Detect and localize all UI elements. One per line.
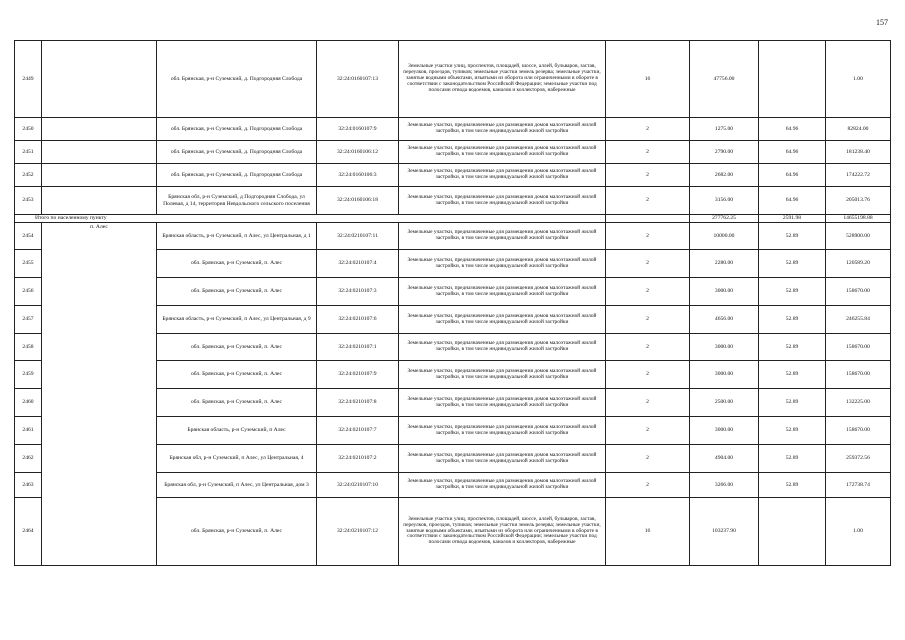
row-number: 2461	[15, 417, 42, 445]
address-cell: обл. Брянская, р-н Суземский, п. Алес	[157, 498, 317, 566]
cadastral-number-cell: 32:24:0210107:1	[317, 334, 399, 361]
cadastral-value-cell: 132225.00	[826, 389, 891, 417]
cadastral-number-cell: 32:24:0160106:3	[317, 164, 399, 187]
land-use-type-cell: Земельные участки улиц, проспектов, площадей, шоссе, аллей, бульваров, застав, переулков, проездов, тупиков; земельные участки земель резерва; земельные участки, занятые водными объектами, изъятыми из оборота или ограниченными в обороте в соответствии с законодательством Российской Федерации; земельные участки под полосами отвода водоемов, каналов и коллекторов, набережные	[399, 41, 606, 118]
cadastral-number-cell: 32:24:0210107:10	[317, 473, 399, 498]
group-cell: 2	[606, 223, 690, 250]
area-cell: 2500.00	[690, 389, 759, 417]
land-use-type-cell: Земельные участки, предназначенные для размещения домов малоэтажной жилой застройки, в том числе индивидуальной жилой застройки	[399, 473, 606, 498]
group-cell: 2	[606, 164, 690, 187]
row-number: 2451	[15, 141, 42, 164]
rate-cell: 52.89	[759, 306, 826, 334]
table-row	[15, 187, 891, 215]
table-row	[15, 164, 891, 187]
rate-cell: 52.89	[759, 417, 826, 445]
rate-cell: 52.89	[759, 445, 826, 473]
cadastral-value-cell: 172738.74	[826, 473, 891, 498]
area-cell: 2790.00	[690, 141, 759, 164]
address-cell: обл. Брянская, р-н Суземский, п. Алес	[157, 334, 317, 361]
rate-cell: 52.89	[759, 223, 826, 250]
cadastral-number-cell: 32:24:0210107:2	[317, 445, 399, 473]
address-cell: Брянская область, р-н Суземский, п Алес, ул Центральная, д 1	[157, 223, 317, 250]
row-number: 2459	[15, 361, 42, 389]
land-use-type-cell: Земельные участки, предназначенные для размещения домов малоэтажной жилой застройки, в том числе индивидуальной жилой застройки	[399, 250, 606, 278]
cadastral-value-cell: 174222.72	[826, 164, 891, 187]
rate-cell: 64.96	[759, 187, 826, 215]
group-cell: 16	[606, 41, 690, 118]
cadastral-value-cell: 528900.00	[826, 223, 891, 250]
settlement-cell	[42, 118, 157, 141]
area-cell: 10000.00	[690, 223, 759, 250]
area-cell: 2682.00	[690, 164, 759, 187]
group-cell: 2	[606, 187, 690, 215]
area-cell: 3000.00	[690, 417, 759, 445]
area-cell: 3000.00	[690, 334, 759, 361]
land-use-type-cell: Земельные участки, предназначенные для размещения домов малоэтажной жилой застройки, в том числе индивидуальной жилой застройки	[399, 164, 606, 187]
address-cell: обл. Брянская, р-н Суземский, д. Подгородняя Слобода	[157, 164, 317, 187]
address-cell: обл. Брянская, р-н Суземский, п. Алес	[157, 250, 317, 278]
cadastral-value-cell: 120589.20	[826, 250, 891, 278]
row-number: 2450	[15, 118, 42, 141]
cadastral-number-cell: 32:24:0160106:12	[317, 141, 399, 164]
land-use-type-cell: Земельные участки, предназначенные для размещения домов малоэтажной жилой застройки, в том числе индивидуальной жилой застройки	[399, 223, 606, 250]
settlement-total-row	[15, 215, 891, 223]
rate-cell: 64.96	[759, 118, 826, 141]
rate-cell: 64.96	[759, 141, 826, 164]
cadastral-number-cell: 32:24:0210107:3	[317, 278, 399, 306]
cadastral-value-cell: 181238.40	[826, 141, 891, 164]
cadastral-number-cell: 32:24:0160106:18	[317, 187, 399, 215]
group-cell: 2	[606, 250, 690, 278]
group-cell: 2	[606, 361, 690, 389]
address-cell: Брянская обл, р-н Суземский, п Алес, ул Центральная, дом 3	[157, 473, 317, 498]
rate-cell: 52.89	[759, 334, 826, 361]
area-cell: 47756.00	[690, 41, 759, 118]
area-cell: 3000.00	[690, 361, 759, 389]
row-number: 2453	[15, 187, 42, 215]
cadastral-value-cell: 259372.56	[826, 445, 891, 473]
cadastral-value-cell: 158670.00	[826, 361, 891, 389]
cadastral-number-cell: 32:24:0160107:9	[317, 118, 399, 141]
address-cell: обл. Брянская, р-н Суземский, д. Подгородняя Слобода	[157, 41, 317, 118]
row-number: 2458	[15, 334, 42, 361]
cadastral-number-cell: 32:24:0210107:4	[317, 250, 399, 278]
table-row	[15, 223, 891, 250]
cadastral-number-cell: 32:24:0210107:6	[317, 306, 399, 334]
group-cell: 2	[606, 389, 690, 417]
cadastral-value-cell: 158670.00	[826, 334, 891, 361]
rate-cell: 52.89	[759, 278, 826, 306]
cadastral-value-cell: 158670.00	[826, 417, 891, 445]
group-cell: 2	[606, 118, 690, 141]
page-number: 157	[876, 18, 888, 27]
table-row	[15, 41, 891, 118]
address-cell: Брянская обл, р-н Суземский, п Алес, ул Центральная, 4	[157, 445, 317, 473]
land-use-type-cell: Земельные участки, предназначенные для размещения домов малоэтажной жилой застройки, в том числе индивидуальной жилой застройки	[399, 306, 606, 334]
total-area: 277762.25	[690, 215, 759, 223]
address-cell: Брянская область, р-н Суземский, п Алес, ул Центральная, д 9	[157, 306, 317, 334]
address-cell: обл. Брянская, р-н Суземский, п. Алес	[157, 278, 317, 306]
rate-cell: 52.89	[759, 361, 826, 389]
row-number: 2460	[15, 389, 42, 417]
row-number: 2457	[15, 306, 42, 334]
cadastral-number-cell: 32:24:0160107:13	[317, 41, 399, 118]
total-rate: 2591.98	[759, 215, 826, 223]
area-cell: 3000.00	[690, 278, 759, 306]
row-number: 2456	[15, 278, 42, 306]
land-use-type-cell: Земельные участки, предназначенные для размещения домов малоэтажной жилой застройки, в том числе индивидуальной жилой застройки	[399, 118, 606, 141]
cadastral-number-cell: 32:24:0210107:8	[317, 389, 399, 417]
row-number: 2452	[15, 164, 42, 187]
row-number: 2455	[15, 250, 42, 278]
row-number: 2462	[15, 445, 42, 473]
address-cell: обл. Брянская, р-н Суземский, п. Алес	[157, 361, 317, 389]
land-use-type-cell: Земельные участки, предназначенные для размещения домов малоэтажной жилой застройки, в том числе индивидуальной жилой застройки	[399, 278, 606, 306]
address-cell: Брянская обл, р-н Суземский, д Подгородняя Слобода, ул Полевая, д 14, территория Невдольского сельского поселения	[157, 187, 317, 215]
cadastral-number-cell: 32:24:0210107:9	[317, 361, 399, 389]
cadastral-number-cell: 32:24:0210107:11	[317, 223, 399, 250]
settlement-cell	[42, 187, 157, 215]
table-row	[15, 118, 891, 141]
group-cell: 16	[606, 498, 690, 566]
land-use-type-cell: Земельные участки, предназначенные для размещения домов малоэтажной жилой застройки, в том числе индивидуальной жилой застройки	[399, 417, 606, 445]
area-cell: 4656.00	[690, 306, 759, 334]
area-cell: 4904.00	[690, 445, 759, 473]
cadastral-value-cell: 1.00	[826, 41, 891, 118]
row-number: 2454	[15, 223, 42, 250]
land-use-type-cell: Земельные участки улиц, проспектов, площадей, шоссе, аллей, бульваров, застав, переулков, проездов, тупиков; земельные участки земель резерва; земельные участки, занятые водными объектами, изъятыми из оборота или ограниченными в обороте в соответствии с законодательством Российской Федерации; земельные участки под полосами отвода водоемов, каналов и коллекторов, набережные	[399, 498, 606, 566]
rate-cell: 64.96	[759, 164, 826, 187]
group-cell: 2	[606, 278, 690, 306]
cadastral-number-cell: 32:24:0210107:12	[317, 498, 399, 566]
cadastral-value-cell: 205013.76	[826, 187, 891, 215]
land-use-type-cell: Земельные участки, предназначенные для размещения домов малоэтажной жилой застройки, в том числе индивидуальной жилой застройки	[399, 445, 606, 473]
area-cell: 103237.90	[690, 498, 759, 566]
rate-cell: 52.89	[759, 473, 826, 498]
row-number: 2449	[15, 41, 42, 118]
area-cell: 3156.00	[690, 187, 759, 215]
land-use-type-cell: Земельные участки, предназначенные для размещения домов малоэтажной жилой застройки, в том числе индивидуальной жилой застройки	[399, 361, 606, 389]
address-cell: обл. Брянская, р-н Суземский, п. Алес	[157, 389, 317, 417]
rate-cell	[759, 41, 826, 118]
address-cell: обл. Брянская, р-н Суземский, д. Подгородняя Слобода	[157, 118, 317, 141]
rate-cell: 52.89	[759, 250, 826, 278]
address-cell: обл. Брянская, р-н Суземский, д. Подгородняя Слобода	[157, 141, 317, 164]
land-use-type-cell: Земельные участки, предназначенные для размещения домов малоэтажной жилой застройки, в том числе индивидуальной жилой застройки	[399, 141, 606, 164]
cadastral-value-cell: 158670.00	[826, 278, 891, 306]
rate-cell	[759, 498, 826, 566]
total-value: 14655198.88	[826, 215, 891, 223]
row-number: 2463	[15, 473, 42, 498]
table-row	[15, 141, 891, 164]
cadastral-number-cell: 32:24:0210107:7	[317, 417, 399, 445]
area-cell: 3266.00	[690, 473, 759, 498]
group-cell: 2	[606, 306, 690, 334]
settlement-cell	[42, 41, 157, 118]
area-cell: 1275.00	[690, 118, 759, 141]
cadastral-value-cell: 1.00	[826, 498, 891, 566]
total-group-cell	[606, 215, 690, 223]
address-cell: Брянская область, р-н Суземский, п Алес	[157, 417, 317, 445]
row-number: 2464	[15, 498, 42, 566]
group-cell: 2	[606, 417, 690, 445]
cadastral-value-cell: 246255.84	[826, 306, 891, 334]
settlement-cell	[42, 164, 157, 187]
group-cell: 2	[606, 141, 690, 164]
settlement-cell	[42, 141, 157, 164]
group-cell: 2	[606, 473, 690, 498]
land-use-type-cell: Земельные участки, предназначенные для размещения домов малоэтажной жилой застройки, в том числе индивидуальной жилой застройки	[399, 187, 606, 215]
area-cell: 2280.00	[690, 250, 759, 278]
rate-cell: 52.89	[759, 389, 826, 417]
land-use-type-cell: Земельные участки, предназначенные для размещения домов малоэтажной жилой застройки, в том числе индивидуальной жилой застройки	[399, 389, 606, 417]
group-cell: 2	[606, 445, 690, 473]
land-use-type-cell: Земельные участки, предназначенные для размещения домов малоэтажной жилой застройки, в том числе индивидуальной жилой застройки	[399, 334, 606, 361]
settlement-name: п. Алес	[42, 223, 157, 566]
cadastral-value-table	[14, 40, 891, 566]
total-label: Итого по населенному пункту	[15, 215, 606, 223]
group-cell: 2	[606, 334, 690, 361]
cadastral-value-cell: 82824.00	[826, 118, 891, 141]
